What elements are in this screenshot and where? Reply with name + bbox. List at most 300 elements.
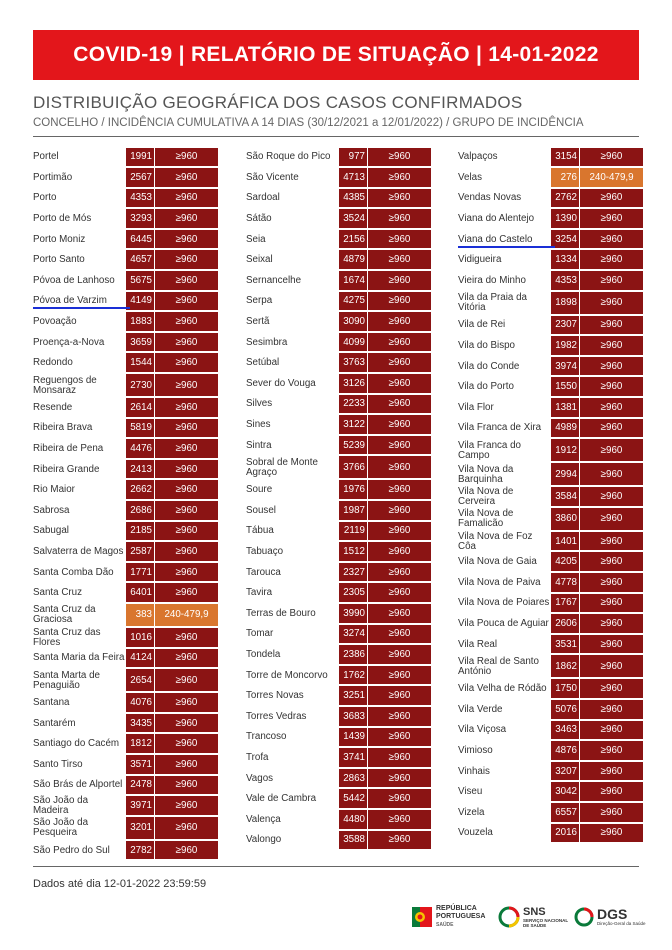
municipality-name: Vila da Praia da Vitória	[458, 292, 527, 314]
sns-icon	[498, 906, 520, 928]
table-row	[458, 552, 643, 573]
incidence-value: 1991	[126, 148, 154, 168]
incidence-group: ≥960	[368, 769, 431, 789]
municipality-name: Valongo	[246, 834, 282, 846]
incidence-value: 4778	[551, 573, 579, 593]
republica-portuguesa-logo	[412, 902, 485, 932]
municipality-name: Porto Santo	[33, 254, 85, 266]
table-row	[246, 809, 431, 830]
incidence-value: 3971	[126, 796, 154, 816]
incidence-group: ≥960	[155, 734, 218, 754]
municipality-name: Torre de Moncorvo	[246, 669, 328, 681]
incidence-group: ≥960	[155, 439, 218, 459]
municipality-name: Vila Nova de Paiva	[458, 576, 541, 588]
municipality-name: Vieira do Minho	[458, 274, 526, 286]
incidence-group: ≥960	[368, 831, 431, 851]
municipality-column-1	[33, 147, 218, 861]
incidence-group: ≥960	[155, 333, 218, 353]
municipality-name: Trancoso	[246, 731, 287, 743]
table-row	[458, 761, 643, 782]
table-row	[458, 531, 643, 552]
municipality-name: Trofa	[246, 751, 269, 763]
table-row	[458, 439, 643, 463]
municipality-name: Tábua	[246, 525, 274, 537]
incidence-value: 1390	[551, 209, 579, 229]
municipality-name: Santa Maria da Feira	[33, 652, 125, 664]
table-row	[246, 727, 431, 748]
municipality-name: Vila Real	[458, 638, 498, 650]
table-row	[458, 209, 643, 230]
incidence-value: 3741	[339, 748, 367, 768]
municipality-name: Reguengos de Monsaraz	[33, 374, 97, 396]
incidence-group: ≥960	[580, 741, 643, 761]
incidence-group: ≥960	[368, 645, 431, 665]
data-date-note: Dados até dia 12-01-2022 23:59:59	[33, 878, 207, 890]
incidence-value: 5076	[551, 700, 579, 720]
table-row	[458, 741, 643, 762]
dgs-label: DGS	[597, 906, 628, 922]
municipality-name: Sernancelhe	[246, 274, 302, 286]
incidence-group: ≥960	[580, 439, 643, 462]
table-row	[33, 693, 218, 714]
table-row	[33, 796, 218, 817]
table-row	[246, 645, 431, 666]
incidence-group: ≥960	[580, 292, 643, 315]
municipality-name: Ribeira de Pena	[33, 443, 104, 455]
table-row	[246, 542, 431, 563]
municipality-name: Santa Cruz	[33, 587, 83, 599]
report-banner: COVID-19 | RELATÓRIO DE SITUAÇÃO | 14-01-2022	[33, 30, 639, 80]
incidence-value: 2327	[339, 563, 367, 583]
table-row	[246, 374, 431, 395]
incidence-group: ≥960	[580, 635, 643, 655]
incidence-group: ≥960	[580, 419, 643, 439]
municipality-name: Póvoa de Lanhoso	[33, 274, 115, 286]
table-row	[458, 147, 643, 168]
incidence-group: ≥960	[368, 353, 431, 373]
table-row	[458, 699, 643, 720]
incidence-value: 5675	[126, 271, 154, 291]
table-row	[246, 768, 431, 789]
incidence-value: 2119	[339, 522, 367, 542]
municipality-name: Vila Viçosa	[458, 724, 507, 736]
incidence-value: 3207	[551, 762, 579, 782]
incidence-value: 1771	[126, 563, 154, 583]
incidence-value: 1987	[339, 501, 367, 521]
incidence-group: ≥960	[155, 312, 218, 332]
incidence-value: 276	[551, 168, 579, 188]
table-row	[33, 332, 218, 353]
incidence-value: 4480	[339, 810, 367, 830]
table-row	[246, 250, 431, 271]
incidence-group: ≥960	[368, 810, 431, 830]
incidence-value: 1334	[551, 250, 579, 270]
incidence-group: ≥960	[368, 189, 431, 209]
incidence-value: 2305	[339, 583, 367, 603]
page-subtitle: CONCELHO / INCIDÊNCIA CUMULATIVA A 14 DIAS (30/12/2021 a 12/01/2022) / GRUPO DE INCIDÊNCIA	[33, 117, 584, 129]
municipality-name: Sever do Vouga	[246, 377, 316, 389]
incidence-value: 4989	[551, 419, 579, 439]
municipality-name: Vila Real de Santo António	[458, 655, 539, 677]
incidence-value: 4076	[126, 693, 154, 713]
incidence-value: 1550	[551, 377, 579, 397]
incidence-group: ≥960	[580, 573, 643, 593]
incidence-group: ≥960	[368, 333, 431, 353]
incidence-value: 2567	[126, 168, 154, 188]
table-row	[33, 188, 218, 209]
table-row	[33, 775, 218, 796]
municipality-name: Santiago do Cacém	[33, 738, 120, 750]
incidence-group: ≥960	[368, 625, 431, 645]
incidence-value: 3293	[126, 209, 154, 229]
municipality-name: Tabuaço	[246, 545, 284, 557]
municipality-name: Santa Marta de Penaguião	[33, 669, 100, 691]
table-row	[246, 624, 431, 645]
municipality-name: Viana do Alentejo	[458, 213, 535, 225]
incidence-value: 1982	[551, 336, 579, 356]
republica-line-1: REPÚBLICA	[436, 905, 477, 912]
incidence-group: ≥960	[368, 542, 431, 562]
table-row	[246, 147, 431, 168]
municipality-name: Torres Novas	[246, 690, 304, 702]
incidence-value: 4876	[551, 741, 579, 761]
municipality-name: Vila Nova de Famalicão	[458, 508, 514, 530]
incidence-value: 1401	[551, 532, 579, 552]
incidence-group: ≥960	[368, 501, 431, 521]
municipality-column-2	[246, 147, 431, 851]
incidence-group: ≥960	[155, 817, 218, 840]
incidence-value: 6445	[126, 230, 154, 250]
incidence-group: ≥960	[368, 395, 431, 415]
table-row	[246, 665, 431, 686]
incidence-value: 4476	[126, 439, 154, 459]
incidence-group: ≥960	[368, 748, 431, 768]
municipality-name: Vale de Cambra	[246, 793, 317, 805]
table-row	[246, 415, 431, 436]
incidence-value: 2614	[126, 398, 154, 418]
table-row	[33, 374, 218, 398]
sns-subtitle-1: SERVIÇO NACIONAL	[523, 917, 569, 923]
incidence-group: ≥960	[580, 148, 643, 168]
incidence-value: 3766	[339, 456, 367, 479]
table-row	[458, 418, 643, 439]
municipality-name: Setúbal	[246, 357, 280, 369]
table-row	[33, 627, 218, 648]
municipality-name: Vila Franca do Campo	[458, 439, 521, 461]
table-row	[246, 562, 431, 583]
incidence-group: ≥960	[368, 563, 431, 583]
table-row	[458, 720, 643, 741]
municipality-name: Vouzela	[458, 827, 493, 839]
table-row	[246, 435, 431, 456]
dgs-logo	[574, 902, 646, 932]
incidence-group: ≥960	[155, 148, 218, 168]
table-row	[246, 789, 431, 810]
incidence-group: ≥960	[580, 487, 643, 507]
incidence-group: ≥960	[155, 583, 218, 603]
municipality-name: Tondela	[246, 648, 281, 660]
municipality-name: Silves	[246, 398, 273, 410]
municipality-name: Sátão	[246, 213, 272, 225]
incidence-value: 3571	[126, 755, 154, 775]
incidence-value: 1862	[551, 655, 579, 678]
incidence-group: ≥960	[155, 563, 218, 583]
incidence-group: ≥960	[155, 755, 218, 775]
municipality-name: Sertã	[246, 316, 270, 328]
municipality-name: Resende	[33, 401, 73, 413]
table-row	[33, 291, 218, 312]
table-row	[33, 168, 218, 189]
incidence-group: ≥960	[155, 292, 218, 312]
table-row	[458, 593, 643, 614]
municipality-name: Santana	[33, 696, 70, 708]
incidence-value: 3042	[551, 782, 579, 802]
municipality-name: Vila Verde	[458, 703, 503, 715]
incidence-value: 4149	[126, 292, 154, 312]
municipality-name: Vila Nova de Poiares	[458, 597, 550, 609]
table-row	[458, 250, 643, 271]
page-title: DISTRIBUIÇÃO GEOGRÁFICA DOS CASOS CONFIRMADOS	[33, 93, 523, 112]
municipality-name: Rio Maior	[33, 484, 75, 496]
municipality-name: Tarouca	[246, 566, 281, 578]
table-row	[458, 614, 643, 635]
municipality-name: Vila de Rei	[458, 319, 506, 331]
incidence-value: 4099	[339, 333, 367, 353]
incidence-group: ≥960	[155, 501, 218, 521]
incidence-group: ≥960	[580, 803, 643, 823]
municipality-name: Vinhais	[458, 765, 490, 777]
incidence-group: ≥960	[580, 377, 643, 397]
incidence-value: 3274	[339, 625, 367, 645]
incidence-group: ≥960	[580, 463, 643, 486]
incidence-value: 2762	[551, 189, 579, 209]
incidence-value: 3201	[126, 817, 154, 840]
incidence-group: 240-479,9	[155, 604, 218, 627]
incidence-group: ≥960	[155, 841, 218, 861]
incidence-value: 383	[126, 604, 154, 627]
table-row	[246, 291, 431, 312]
table-row	[246, 209, 431, 230]
incidence-value: 2994	[551, 463, 579, 486]
incidence-value: 1381	[551, 398, 579, 418]
municipality-name: Sines	[246, 419, 271, 431]
incidence-value: 5239	[339, 436, 367, 456]
municipality-name: Vimioso	[458, 744, 493, 756]
incidence-group: ≥960	[368, 456, 431, 479]
municipality-name: São Roque do Pico	[246, 151, 331, 163]
incidence-group: ≥960	[580, 230, 643, 250]
municipality-name: Ribeira Brava	[33, 422, 93, 434]
header-divider	[33, 136, 639, 137]
municipality-name: Portimão	[33, 171, 73, 183]
incidence-group: ≥960	[580, 824, 643, 844]
municipality-name: Santa Cruz da Graciosa	[33, 604, 96, 626]
municipality-name: Viana do Castelo	[458, 235, 551, 245]
incidence-value: 6557	[551, 803, 579, 823]
incidence-value: 2863	[339, 769, 367, 789]
table-row	[458, 507, 643, 531]
municipality-name: Vila Nova de Gaia	[458, 556, 537, 568]
incidence-value: 2016	[551, 824, 579, 844]
municipality-name: Porto	[33, 192, 57, 204]
table-row	[458, 229, 643, 250]
municipality-name: Salvaterra de Magos	[33, 545, 124, 557]
table-row	[458, 655, 643, 679]
municipality-name: Tomar	[246, 628, 274, 640]
incidence-value: 977	[339, 148, 367, 168]
incidence-value: 3524	[339, 209, 367, 229]
incidence-value: 1750	[551, 679, 579, 699]
incidence-group: ≥960	[368, 436, 431, 456]
table-row	[246, 271, 431, 292]
table-row	[33, 840, 218, 861]
incidence-value: 2606	[551, 614, 579, 634]
municipality-name: Porto Moniz	[33, 233, 86, 245]
table-row	[33, 603, 218, 627]
table-row	[458, 168, 643, 189]
incidence-group: ≥960	[368, 666, 431, 686]
table-row	[246, 521, 431, 542]
incidence-value: 1883	[126, 312, 154, 332]
municipality-name: Vila Nova de Cerveira	[458, 486, 514, 508]
municipality-name: Porto de Mós	[33, 213, 92, 225]
incidence-value: 4879	[339, 250, 367, 270]
municipality-name: Sesimbra	[246, 336, 288, 348]
incidence-group: ≥960	[580, 209, 643, 229]
incidence-group: ≥960	[155, 669, 218, 692]
municipality-name: Velas	[458, 171, 482, 183]
incidence-group: ≥960	[580, 614, 643, 634]
incidence-group: ≥960	[368, 230, 431, 250]
table-row	[458, 782, 643, 803]
municipality-name: Valpaços	[458, 151, 498, 163]
incidence-value: 1512	[339, 542, 367, 562]
incidence-value: 4205	[551, 552, 579, 572]
incidence-value: 2662	[126, 480, 154, 500]
incidence-group: ≥960	[155, 693, 218, 713]
table-row	[33, 439, 218, 460]
municipality-name: Serpa	[246, 295, 273, 307]
incidence-group: ≥960	[155, 542, 218, 562]
municipality-name: Vila do Bispo	[458, 340, 516, 352]
table-row	[458, 487, 643, 508]
incidence-group: ≥960	[368, 707, 431, 727]
municipality-name: Póvoa de Varzim	[33, 296, 126, 306]
incidence-value: 4124	[126, 649, 154, 669]
incidence-group: ≥960	[580, 594, 643, 614]
incidence-value: 2386	[339, 645, 367, 665]
table-row	[458, 356, 643, 377]
municipality-name: Torres Vedras	[246, 710, 307, 722]
sns-subtitle-2: DE SAÚDE	[523, 922, 547, 928]
table-row	[33, 713, 218, 734]
table-row	[33, 562, 218, 583]
incidence-group: ≥960	[368, 312, 431, 332]
incidence-group: ≥960	[368, 415, 431, 435]
table-row	[33, 754, 218, 775]
municipality-name: Sabugal	[33, 525, 69, 537]
table-row	[246, 394, 431, 415]
incidence-group: ≥960	[580, 700, 643, 720]
incidence-group: ≥960	[580, 532, 643, 552]
incidence-value: 3860	[551, 508, 579, 531]
table-row	[33, 480, 218, 501]
incidence-value: 4353	[126, 189, 154, 209]
incidence-value: 3659	[126, 333, 154, 353]
table-row	[458, 634, 643, 655]
incidence-group: ≥960	[155, 460, 218, 480]
incidence-group: ≥960	[155, 209, 218, 229]
municipality-name: Santa Comba Dão	[33, 566, 114, 578]
incidence-group: ≥960	[368, 604, 431, 624]
incidence-group: ≥960	[368, 374, 431, 394]
incidence-value: 1544	[126, 353, 154, 373]
incidence-value: 3763	[339, 353, 367, 373]
municipality-name: Vila Nova de Foz Côa	[458, 530, 533, 552]
incidence-value: 2185	[126, 522, 154, 542]
table-row	[246, 583, 431, 604]
municipality-name: São Pedro do Sul	[33, 844, 110, 856]
municipality-name: Redondo	[33, 357, 73, 369]
table-row	[33, 353, 218, 374]
table-row	[33, 250, 218, 271]
municipality-name: Sardoal	[246, 192, 280, 204]
table-row	[458, 336, 643, 357]
incidence-value: 1812	[126, 734, 154, 754]
incidence-group: ≥960	[155, 419, 218, 439]
municipality-name: Vila do Conde	[458, 360, 520, 372]
incidence-value: 2654	[126, 669, 154, 692]
incidence-value: 2478	[126, 776, 154, 796]
table-row	[246, 168, 431, 189]
incidence-group: ≥960	[155, 628, 218, 648]
table-row	[458, 315, 643, 336]
table-row	[33, 669, 218, 693]
municipality-name: Vagos	[246, 772, 274, 784]
incidence-value: 4353	[551, 271, 579, 291]
municipality-name: Vila Flor	[458, 401, 494, 413]
table-row	[33, 271, 218, 292]
table-row	[33, 398, 218, 419]
incidence-group: ≥960	[580, 271, 643, 291]
incidence-value: 2782	[126, 841, 154, 861]
incidence-group: ≥960	[155, 250, 218, 270]
table-row	[246, 748, 431, 769]
incidence-value: 4713	[339, 168, 367, 188]
municipality-name: Sabrosa	[33, 504, 70, 516]
incidence-value: 1674	[339, 271, 367, 291]
municipality-name: Sintra	[246, 439, 272, 451]
incidence-value: 4275	[339, 292, 367, 312]
incidence-value: 2413	[126, 460, 154, 480]
table-row	[33, 459, 218, 480]
table-row	[246, 480, 431, 501]
municipality-name: Proença-a-Nova	[33, 336, 105, 348]
table-row	[458, 802, 643, 823]
table-row	[458, 398, 643, 419]
incidence-group: ≥960	[368, 728, 431, 748]
municipality-name: Santa Cruz das Flores	[33, 626, 101, 648]
incidence-value: 1439	[339, 728, 367, 748]
incidence-value: 3974	[551, 357, 579, 377]
table-row	[458, 291, 643, 315]
incidence-group: ≥960	[580, 316, 643, 336]
municipality-name: São Vicente	[246, 171, 299, 183]
incidence-value: 4657	[126, 250, 154, 270]
sns-logo	[498, 902, 568, 932]
incidence-value: 3254	[551, 230, 579, 250]
table-row	[246, 501, 431, 522]
